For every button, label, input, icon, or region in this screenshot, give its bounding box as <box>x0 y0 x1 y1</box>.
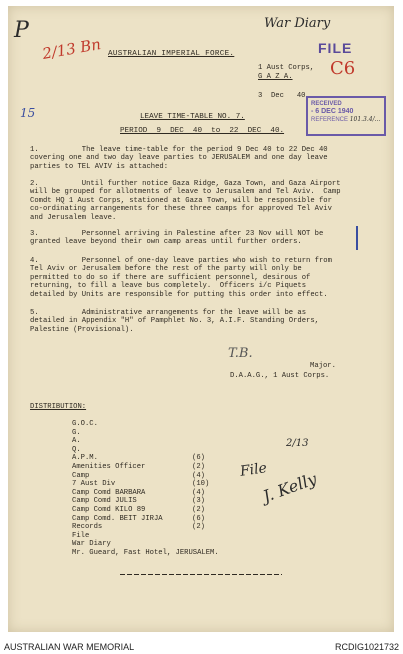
handwritten-unit-code: 2/13 Bn <box>40 35 103 63</box>
paragraph-line: 2. Until further notice Gaza Ridge, Gaza Town, and Gaza Airport <box>30 180 341 188</box>
end-rule <box>120 574 282 575</box>
distribution-recipient: Camp Comd. BEIT JIRJA <box>72 514 163 523</box>
distribution-recipient: A.P.M. <box>72 454 98 463</box>
signature-rank: Major. <box>310 362 336 370</box>
distribution-copies: (6) <box>192 514 205 523</box>
paragraph-line: Comdt HQ 1 Aust Corps, stationed at Gaza Town, will be responsible for <box>30 196 332 205</box>
reference-value: 101.3.4/... <box>349 116 381 123</box>
distribution-recipient: Q. <box>72 445 81 454</box>
distribution-recipient: Camp <box>72 471 90 480</box>
signature-appointment: D.A.A.G., 1 Aust Corps. <box>230 372 330 380</box>
distribution-recipient: Camp Comd JULIS <box>72 497 137 506</box>
distribution-heading: DISTRIBUTION: <box>30 403 87 411</box>
distribution-copies: (4) <box>192 488 205 497</box>
distribution-recipient: Amenities Officer <box>72 463 146 471</box>
place-line: G A Z A. <box>258 73 293 81</box>
paragraph-line: permitted to do so if there are sufficient personnel, desirous of <box>30 273 311 282</box>
received-stamp <box>306 96 386 136</box>
paragraph-line: returning, to fill a leave bus completely. Officers i/c Piquets <box>30 282 307 291</box>
timetable-title: LEAVE TIME-TABLE NO. 7. <box>140 113 245 121</box>
received-date: - 6 DEC 1940 <box>311 108 354 115</box>
footer-reference: RCDIG1021732 <box>334 642 399 652</box>
received-title: RECEIVED <box>311 101 342 107</box>
paragraph-line: 1. The leave time-table for the period 9 Dec 40 to 22 Dec 40 <box>30 146 328 154</box>
handwritten-page-mark: 2/13 <box>286 438 309 449</box>
distribution-recipient: Records <box>72 523 103 532</box>
org-heading: AUSTRALIAN IMPERIAL FORCE. <box>108 50 235 58</box>
paragraph-line: and Jerusalem leave. <box>30 213 117 222</box>
paragraph-line: 3. Personnel arriving in Palestine after 23 Nov will NOT be <box>30 230 324 238</box>
distribution-copies: (2) <box>192 463 205 471</box>
distribution-recipient: A. <box>72 437 81 446</box>
margin-line-mark <box>356 226 358 250</box>
paragraph-line: detailed by Units are responsible for putting this order into effect. <box>30 290 328 299</box>
paragraph-line: 4. Personnel of one-day leave parties who wish to return from <box>30 257 332 265</box>
paragraph-line: 5. Administrative arrangements for the leave will be as <box>30 309 307 317</box>
distribution-recipient: G. <box>72 428 81 437</box>
handwritten-initials: J. Kelly <box>260 469 320 506</box>
handwritten-signature: T.B. <box>228 346 253 361</box>
paragraph-line: will be grouped for allotments of leave to Jerusalem and Tel Aviv. Camp <box>30 188 341 197</box>
reference-label: REFERENCE <box>311 117 349 123</box>
paragraph-line: detailed in Appendix "H" of Pamphlet No. 3, A.I.F. Standing Orders, <box>30 317 319 326</box>
paragraph-line: covering one and two day leave parties to JERUSALEM and one day leave <box>30 154 328 163</box>
distribution-recipient: 7 Aust Div <box>72 480 116 489</box>
paragraph-line: granted leave beyond their own camp areas until further orders. <box>30 238 302 247</box>
handwritten-war-diary: War Diary <box>264 16 331 31</box>
distribution-copies: (4) <box>192 471 205 480</box>
distribution-recipient: Mr. Gueard, Fast Hotel, JERUSALEM. <box>72 549 219 557</box>
distribution-copies: (3) <box>192 497 205 506</box>
distribution-recipient: Camp Comd KILO 89 <box>72 506 146 514</box>
distribution-recipient: G.O.C. <box>72 420 98 428</box>
distribution-copies: (2) <box>192 523 205 532</box>
distribution-copies: (2) <box>192 506 205 514</box>
date-line: 3 Dec 40 <box>258 92 306 100</box>
file-stamp: FILE <box>318 40 353 56</box>
distribution-copies: (6) <box>192 454 205 463</box>
paragraph-line: co-ordinating arrangements for these three camps for approved Tel Aviv <box>30 205 332 214</box>
handwritten-corner-mark: P <box>14 18 29 43</box>
paragraph-line: Tel Aviv or Jerusalem before the rest of the party will only be <box>30 265 302 274</box>
distribution-copies: (10) <box>192 480 210 489</box>
distribution-recipient: Camp Comd BARBARA <box>72 488 146 497</box>
footer-source: AUSTRALIAN WAR MEMORIAL <box>4 642 135 652</box>
timetable-period: PERIOD 9 DEC 40 to 22 DEC 40. <box>120 127 285 135</box>
handwritten-c6: C6 <box>330 58 356 79</box>
distribution-recipient: War Diary <box>72 540 111 549</box>
distribution-recipient: File <box>72 531 90 540</box>
corps-line: 1 Aust Corps, <box>258 64 315 72</box>
paragraph-line: Palestine (Provisional). <box>30 325 134 334</box>
handwritten-file-mark: File <box>239 460 268 480</box>
handwritten-margin-note: 15 <box>20 106 36 120</box>
paragraph-line: parties to TEL AVIV is attached: <box>30 162 169 171</box>
